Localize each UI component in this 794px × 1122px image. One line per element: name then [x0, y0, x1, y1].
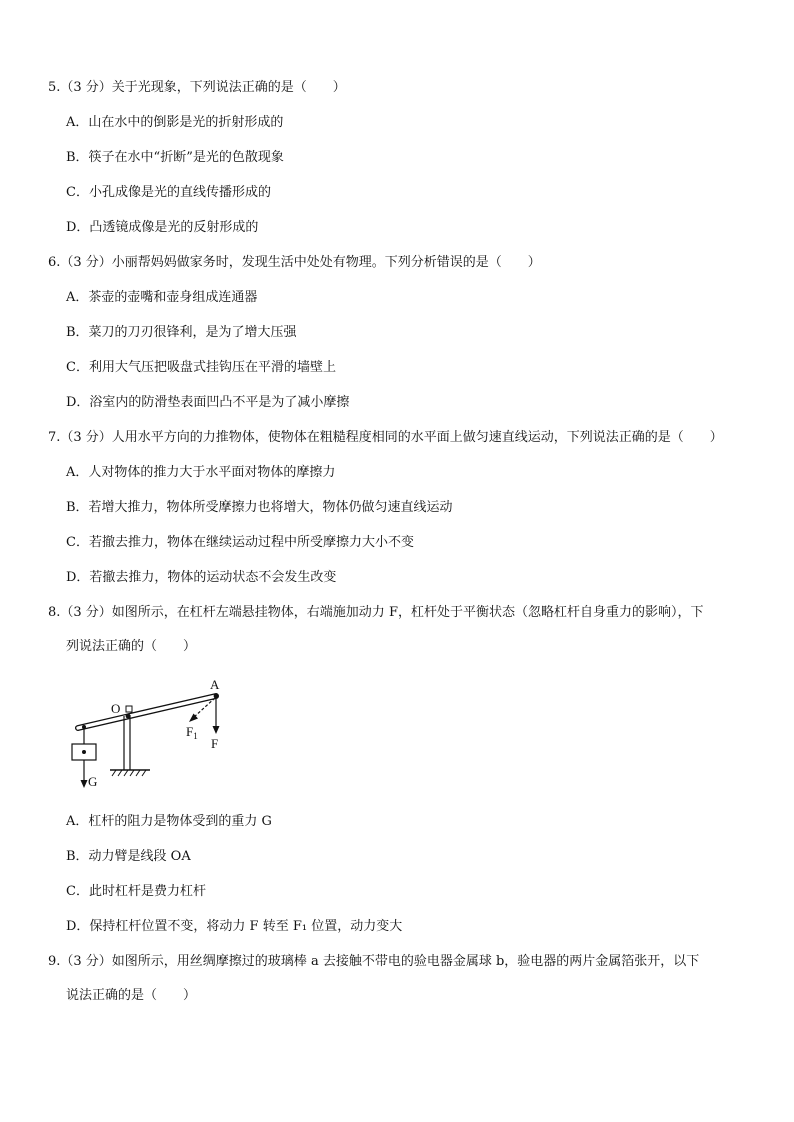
question-7-option-d: D．若撤去推力，物体的运动状态不会发生改变: [66, 570, 337, 585]
hang-point: [82, 725, 86, 729]
label-a: A: [210, 677, 220, 692]
question-6-option-d: D．浴室内的防滑垫表面凹凸不平是为了减小摩擦: [66, 395, 350, 410]
question-8-option-a: A．杠杆的阻力是物体受到的重力 G: [66, 814, 272, 829]
question-8-option-d: D．保持杠杆位置不变，将动力 F 转至 F₁ 位置，动力变大: [66, 919, 403, 934]
question-5-option-b: B．筷子在水中“折断”是光的色散现象: [66, 150, 284, 165]
label-f: F: [211, 736, 219, 751]
question-6-option-a: A．茶壶的壶嘴和壶身组成连通器: [66, 290, 258, 305]
weight-center: [82, 750, 86, 754]
lever-diagram-svg: [66, 674, 256, 794]
question-6-stem: 6.（3 分）小丽帮妈妈做家务时，发现生活中处处有物理。下列分析错误的是（ ）: [48, 255, 541, 270]
pivot-point: [126, 714, 131, 719]
question-8-option-c: C．此时杠杆是费力杠杆: [66, 884, 206, 899]
question-6-option-b: B．菜刀的刀刃很锋利，是为了增大压强: [66, 325, 297, 340]
support-post: [110, 715, 150, 776]
label-f1: [186, 724, 198, 741]
question-5-stem: 5.（3 分）关于光现象，下列说法正确的是（ ）: [48, 80, 346, 95]
label-o: O: [111, 701, 121, 716]
question-5-option-c: C．小孔成像是光的直线传播形成的: [66, 185, 271, 200]
lever-diagram: [66, 674, 256, 794]
question-6-option-c: C．利用大气压把吸盘式挂钩压在平滑的墙壁上: [66, 360, 336, 375]
lever-bar: [78, 696, 216, 728]
question-7-stem: 7.（3 分）人用水平方向的力推物体，使物体在粗糙程度相同的水平面上做匀速直线运动，下列说法正确的是（ ）: [48, 430, 723, 445]
question-8-option-b: B．动力臂是线段 OA: [66, 849, 191, 864]
question-9-stem-continued: 说法正确的是（ ）: [66, 988, 197, 1003]
force-f-arrow: [213, 696, 220, 734]
question-5-option-a: A．山在水中的倒影是光的折射形成的: [66, 115, 284, 130]
pivot-marker: [126, 706, 132, 712]
gravity-arrow: [81, 760, 88, 788]
question-8-stem-continued: 列说法正确的（ ）: [66, 639, 197, 654]
question-7-option-b: B．若增大推力，物体所受摩擦力也将增大，物体仍做匀速直线运动: [66, 500, 453, 515]
label-f1-sub: 1: [193, 731, 198, 741]
question-8-stem: 8.（3 分）如图所示，在杠杆左端悬挂物体，右端施加动力 F，杠杆处于平衡状态（忽略杠杆自身重力的影响），下: [48, 605, 704, 620]
question-5-option-d: D．凸透镜成像是光的反射形成的: [66, 220, 259, 235]
label-g: G: [88, 774, 98, 789]
label-f1-main: F: [186, 724, 194, 739]
question-7-option-c: C．若撤去推力，物体在继续运动过程中所受摩擦力大小不变: [66, 535, 414, 550]
question-9-stem: 9.（3 分）如图所示，用丝绸摩擦过的玻璃棒 a 去接触不带电的验电器金属球 b，验电器的两片金属箔张开，以下: [48, 954, 700, 969]
question-7-option-a: A．人对物体的推力大于水平面对物体的摩擦力: [66, 465, 336, 480]
